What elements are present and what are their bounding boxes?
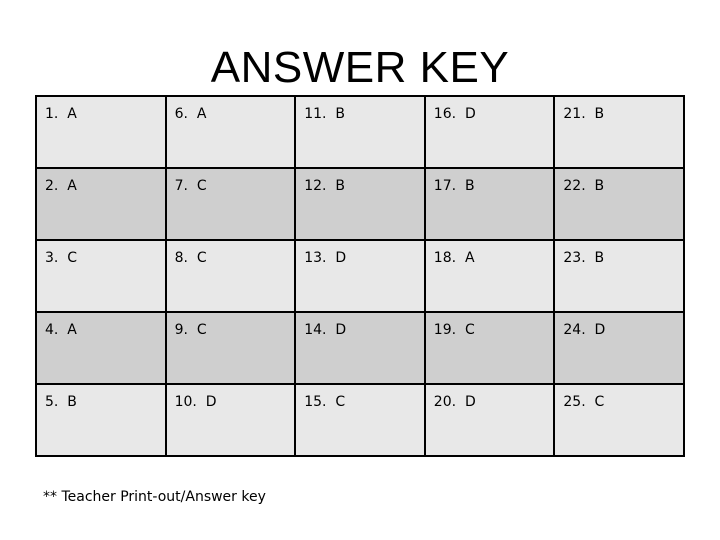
answer-cell: 11. B [295, 96, 425, 168]
table-row [36, 384, 684, 456]
answer-key-table [35, 95, 685, 457]
answer-cell: 1. A [36, 96, 166, 168]
answer-cell: 17. B [425, 168, 555, 240]
page-title: ANSWER KEY [210, 43, 510, 92]
answer-cell: 15. C [295, 384, 425, 456]
table-row [36, 240, 684, 312]
answer-cell: 14. D [295, 312, 425, 384]
answer-cell: 13. D [295, 240, 425, 312]
answer-cell: 8. C [166, 240, 296, 312]
answer-cell: 12. B [295, 168, 425, 240]
answer-cell: 3. C [36, 240, 166, 312]
answer-cell: 7. C [166, 168, 296, 240]
answer-cell: 20. D [425, 384, 555, 456]
answer-cell: 5. B [36, 384, 166, 456]
answer-cell: 18. A [425, 240, 555, 312]
table-row [36, 312, 684, 384]
answer-cell: 21. B [554, 96, 684, 168]
answer-cell: 4. A [36, 312, 166, 384]
answer-cell: 16. D [425, 96, 555, 168]
table-row [36, 96, 684, 168]
answer-cell: 19. C [425, 312, 555, 384]
answer-cell: 22. B [554, 168, 684, 240]
table-row [36, 168, 684, 240]
answer-cell: 23. B [554, 240, 684, 312]
answer-cell: 25. C [554, 384, 684, 456]
answer-cell: 10. D [166, 384, 296, 456]
answer-cell: 6. A [166, 96, 296, 168]
footnote: ** Teacher Print-out/Answer key [43, 489, 266, 505]
answer-cell: 2. A [36, 168, 166, 240]
answer-cell: 9. C [166, 312, 296, 384]
answer-cell: 24. D [554, 312, 684, 384]
